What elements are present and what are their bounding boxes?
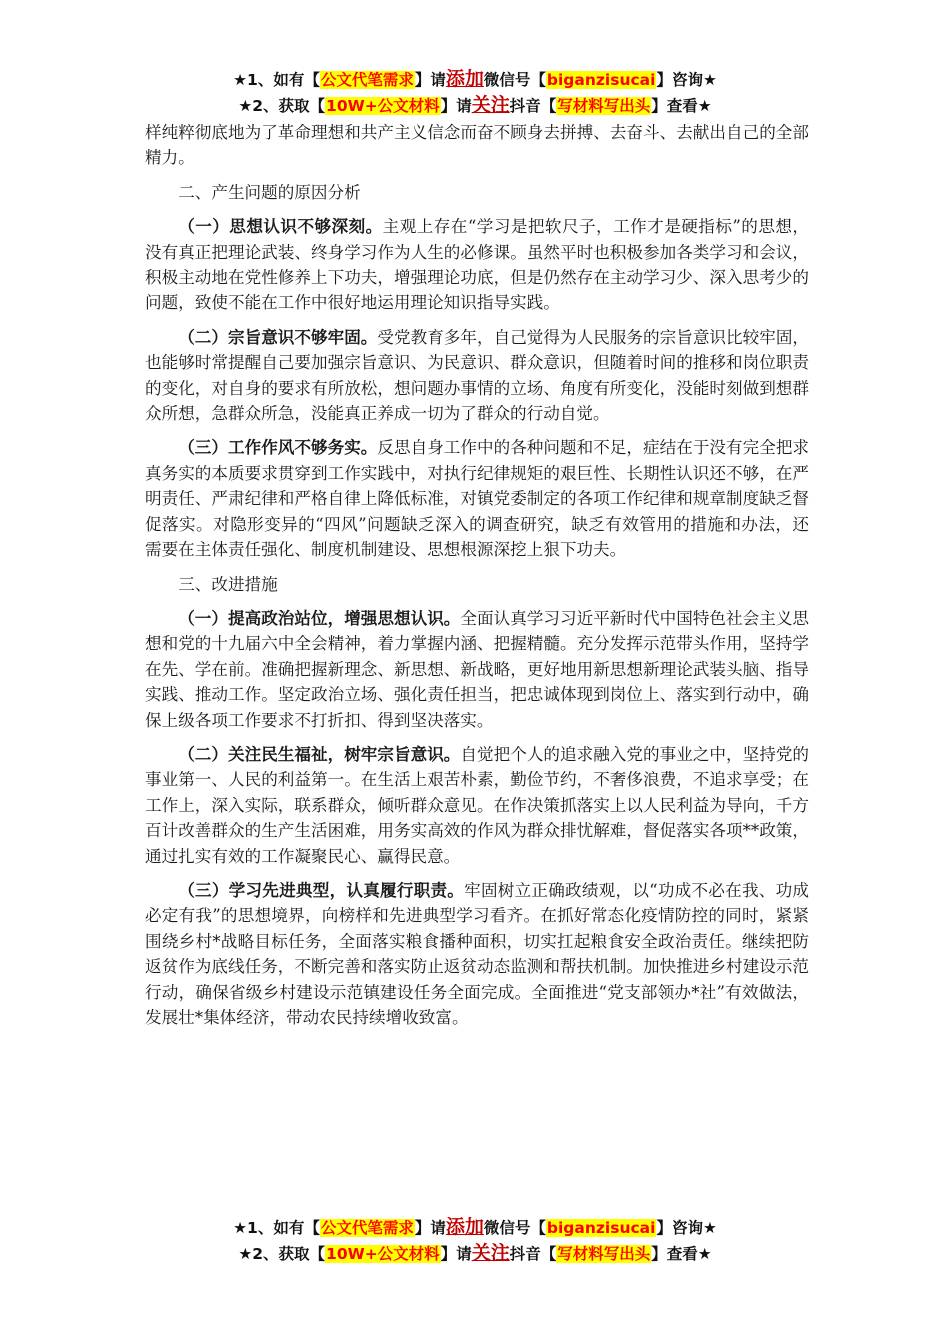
douyin-id-highlight: 写材料写出头 bbox=[557, 97, 651, 115]
promo-highlight: 10W+公文材料 bbox=[326, 97, 440, 115]
promo-text: 】查看★ bbox=[651, 1245, 712, 1263]
paragraph-text: 主观上存在“学习是把软尺子，工作才是硬指标”的思想，没有真正把理论武装、终身学习作为人生的必修课。虽然平时也积极参加各类学习和会议，积极主动地在党性修养上下功夫，增强理论功底，但是仍然存在主动学习少、深入思考少的问题，致使不能在工作中很好地运用理论知识指导实践。 bbox=[145, 217, 809, 313]
promo-emphasis: 添加 bbox=[445, 68, 484, 90]
paragraph-title: （一）提高政治站位，增强思想认识。 bbox=[178, 607, 461, 628]
paragraph-cause-2 bbox=[145, 325, 809, 427]
promo-emphasis: 关注 bbox=[471, 1242, 510, 1264]
promo-highlight: 公文代笔需求 bbox=[320, 1219, 414, 1237]
paragraph-text: 反思自身工作中的各种问题和不足，症结在于没有完全把求真务实的本质要求贯穿到工作实践中，对执行纪律规矩的艰巨性、长期性认识还不够，在严明责任、严肃纪律和严格自律上降低标准，对镇党委制定的各项工作纪律和规章制度缺乏督促落实。对隐形变异的“四风”问题缺乏深入的调查研究，缺乏有效管用的措施和办法，还需要在主体责任强化、制度机制建设、思想根源深挖上狠下功夫。 bbox=[145, 438, 810, 560]
promo-line-2 bbox=[0, 92, 950, 118]
promo-banner-bottom bbox=[0, 1214, 950, 1266]
promo-emphasis: 添加 bbox=[445, 1216, 484, 1238]
promo-text: ★1、如有【 bbox=[233, 71, 320, 89]
promo-text: 】请 bbox=[414, 71, 446, 89]
promo-text: 抖音【 bbox=[509, 1245, 557, 1263]
promo-line-1 bbox=[0, 66, 950, 92]
document-body bbox=[145, 120, 809, 1039]
paragraph-text: 牢固树立正确政绩观，以“功成不必在我、功成必定有我”的思想境界，向榜样和先进典型学习看齐。在抓好常态化疫情防控的同时，紧紧围绕乡村*战略目标任务，全面落实粮食播种面积，切实扛起粮食安全政治责任。继续把防返贫作为底线任务，不断完善和落实防止返贫动态监测和帮扶机制。加快推进乡村建设示范行动，确保省级乡村建设示范镇建设任务全面完成。全面推进“党支部领办*社”有效做法，发展壮*集体经济，带动农民持续增收致富。 bbox=[145, 880, 810, 1027]
promo-banner-top bbox=[0, 66, 950, 118]
promo-text: 】请 bbox=[440, 97, 472, 115]
douyin-id-highlight: 写材料写出头 bbox=[557, 1245, 651, 1263]
paragraph-cause-3 bbox=[145, 435, 809, 562]
paragraph-measure-2 bbox=[145, 742, 809, 869]
section-heading-causes: 二、产生问题的原因分析 bbox=[178, 182, 361, 202]
promo-text: 微信号【 bbox=[483, 71, 546, 89]
paragraph-cause-1 bbox=[145, 214, 809, 316]
wechat-id-highlight: biganzisucai bbox=[546, 71, 656, 89]
paragraph-text: 自觉把个人的追求融入党的事业之中，坚持党的事业第一、人民的利益第一。在生活上艰苦朴素，勤俭节约，不奢侈浪费，不追求享受；在工作上，深入实际，联系群众，倾听群众意见。在作决策抓落实上以人民利益为导向，千方百计改善群众的生产生活困难，用务实高效的作风为群众排忧解难，督促落实各项**政策，通过扎实有效的工作凝聚民心、赢得民意。 bbox=[145, 744, 810, 866]
paragraph-title: （二）关注民生福祉，树牢宗旨意识。 bbox=[178, 743, 461, 764]
promo-text: 】请 bbox=[414, 1219, 446, 1237]
promo-line-2 bbox=[0, 1240, 950, 1266]
promo-line-1 bbox=[0, 1214, 950, 1240]
promo-text: 抖音【 bbox=[509, 97, 557, 115]
promo-text: ★2、获取【 bbox=[238, 97, 326, 115]
paragraph-text: 全面认真学习习近平新时代中国特色社会主义思想和党的十九届六中全会精神，着力掌握内涵、把握精髓。充分发挥示范带头作用，坚持学在先、学在前。准确把握新理念、新思想、新战略，更好地用新思想新理论武装头脑、指导实践、推动工作。坚定政治立场、强化责任担当，把忠诚体现到岗位上、落实到行动中，确保上级各项工作要求不打折扣、得到坚决落实。 bbox=[145, 608, 810, 730]
paragraph-title: （一）思想认识不够深刻。 bbox=[178, 216, 383, 237]
promo-text: 】查看★ bbox=[651, 97, 712, 115]
promo-text: ★1、如有【 bbox=[233, 1219, 320, 1237]
promo-text: 】咨询★ bbox=[656, 1219, 717, 1237]
wechat-id-highlight: biganzisucai bbox=[546, 1219, 656, 1237]
promo-highlight: 10W+公文材料 bbox=[326, 1245, 440, 1263]
paragraph-measure-1 bbox=[145, 606, 809, 733]
promo-highlight: 公文代笔需求 bbox=[320, 71, 414, 89]
promo-text: 】咨询★ bbox=[656, 71, 717, 89]
paragraph-continued: 样纯粹彻底地为了革命理想和共产主义信念而奋不顾身去拼搏、去奋斗、去献出自己的全部精力。 bbox=[145, 123, 809, 168]
paragraph-title: （二）宗旨意识不够牢固。 bbox=[178, 326, 378, 347]
paragraph-measure-3 bbox=[145, 878, 809, 1030]
paragraph-title: （三）学习先进典型，认真履行职责。 bbox=[178, 879, 465, 900]
promo-emphasis: 关注 bbox=[471, 94, 510, 116]
promo-text: 】请 bbox=[440, 1245, 472, 1263]
paragraph-title: （三）工作作风不够务实。 bbox=[178, 437, 378, 458]
paragraph-text: 受党教育多年，自己觉得为人民服务的宗旨意识比较牢固，也能够时常提醒自己要加强宗旨意识、为民意识、群众意识，但随着时间的推移和岗位职责的变化，对自身的要求有所放松，想问题办事情的立场、角度有所变化，没能时刻做到想群众所想，急群众所急，没能真正养成一切为了群众的行动自觉。 bbox=[145, 327, 810, 424]
section-heading-measures: 三、改进措施 bbox=[178, 574, 278, 594]
promo-text: ★2、获取【 bbox=[238, 1245, 326, 1263]
promo-text: 微信号【 bbox=[483, 1219, 546, 1237]
